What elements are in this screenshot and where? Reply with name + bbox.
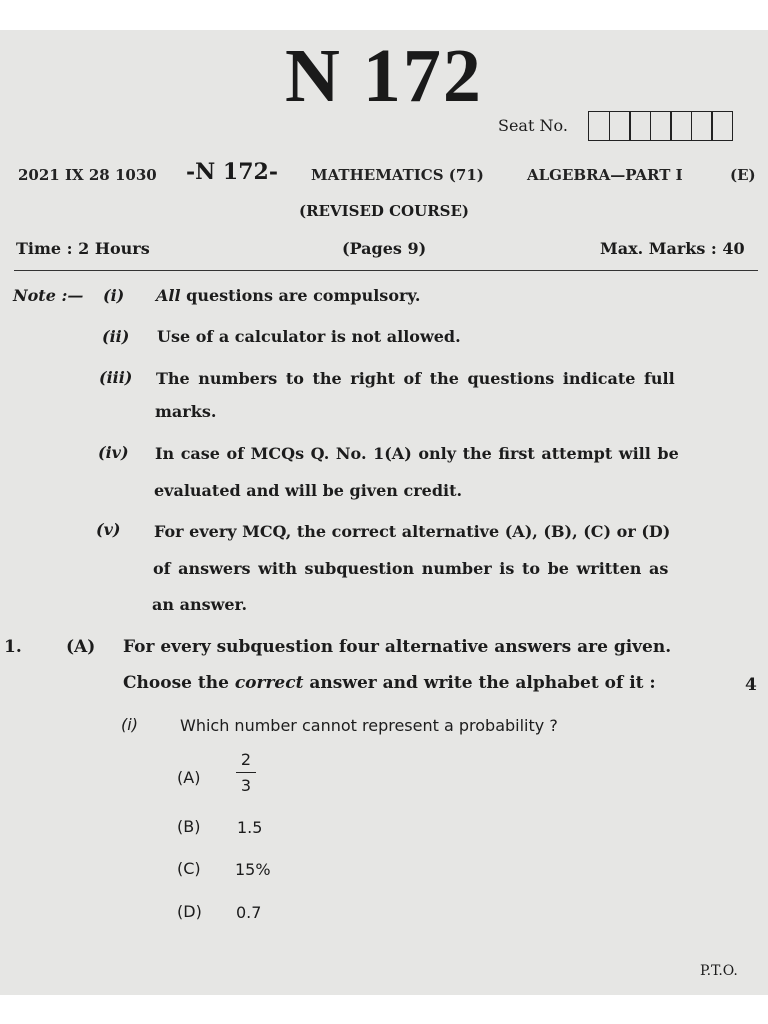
header-divider xyxy=(14,270,758,271)
seat-box xyxy=(691,111,713,141)
note-line: In case of MCQs Q. No. 1(A) only the first attempt will be xyxy=(155,444,679,463)
option-label: (A) xyxy=(177,768,201,787)
note-line: Use of a calculator is not allowed. xyxy=(157,327,461,346)
option-value: 0.7 xyxy=(236,903,262,922)
option-value: 15% xyxy=(235,860,271,879)
header-paper-code: -N 172- xyxy=(186,159,278,185)
exam-duration: Time : 2 Hours xyxy=(16,239,150,258)
seat-box xyxy=(670,111,692,141)
option-label: (D) xyxy=(177,902,202,921)
paper-code: N 172 xyxy=(285,34,483,118)
seat-box xyxy=(588,111,610,141)
note-line: of answers with subquestion number is to be written as xyxy=(153,559,669,578)
course-type: (REVISED COURSE) xyxy=(298,202,470,220)
question-number: 1. xyxy=(4,637,22,657)
note-item-number: (ii) xyxy=(102,327,130,346)
instruction-text: answer and write the alphabet of it : xyxy=(309,673,656,693)
option-label: (B) xyxy=(177,817,201,836)
max-marks: Max. Marks : 40 xyxy=(600,239,745,258)
note-item-number: (i) xyxy=(103,286,125,305)
seat-number-label: Seat No. xyxy=(498,116,568,135)
note-item-text xyxy=(156,288,420,304)
batch-code: 2021 IX 28 1030 xyxy=(18,166,157,184)
question-instruction xyxy=(123,673,656,693)
fraction-denominator: 3 xyxy=(240,776,252,795)
note-line: The numbers to the right of the questions indicate full xyxy=(156,369,675,388)
seat-box xyxy=(711,111,733,141)
note-item-number: (iii) xyxy=(99,368,133,387)
page-turn-marker: P.T.O. xyxy=(700,963,738,979)
note-line: For every MCQ, the correct alternative (A), (B), (C) or (D) xyxy=(154,522,671,541)
seat-number-boxes xyxy=(588,111,733,141)
exam-paper xyxy=(0,30,768,995)
seat-box xyxy=(650,111,672,141)
seat-box xyxy=(629,111,651,141)
option-value: 1.5 xyxy=(237,818,263,837)
subquestion-number: (i) xyxy=(121,715,138,734)
instruction-text: Choose the xyxy=(123,673,229,693)
fraction-bar xyxy=(236,772,256,773)
subject-part: ALGEBRA—PART I xyxy=(527,166,683,184)
seat-box xyxy=(609,111,631,141)
question-part: (A) xyxy=(66,637,96,657)
note-emphasis: All xyxy=(156,286,181,305)
note-item-number: (v) xyxy=(96,520,121,539)
fraction-numerator: 2 xyxy=(240,750,252,769)
note-line: marks. xyxy=(155,402,217,421)
question-instruction: For every subquestion four alternative answers are given. xyxy=(123,637,672,657)
question-marks: 4 xyxy=(745,675,757,695)
option-label: (C) xyxy=(177,859,201,878)
page-count: (Pages 9) xyxy=(342,239,427,258)
note-line: an answer. xyxy=(152,595,248,614)
note-line: questions are compulsory. xyxy=(186,286,421,305)
language-code: (E) xyxy=(730,166,756,184)
instruction-emphasis: correct xyxy=(234,673,304,693)
option-fraction xyxy=(236,752,256,794)
subquestion-text: Which number cannot represent a probability ? xyxy=(180,716,558,735)
note-label: Note :— xyxy=(13,286,84,305)
subject-name: MATHEMATICS (71) xyxy=(311,166,484,184)
note-item-number: (iv) xyxy=(98,443,129,462)
note-line: evaluated and will be given credit. xyxy=(154,481,463,500)
